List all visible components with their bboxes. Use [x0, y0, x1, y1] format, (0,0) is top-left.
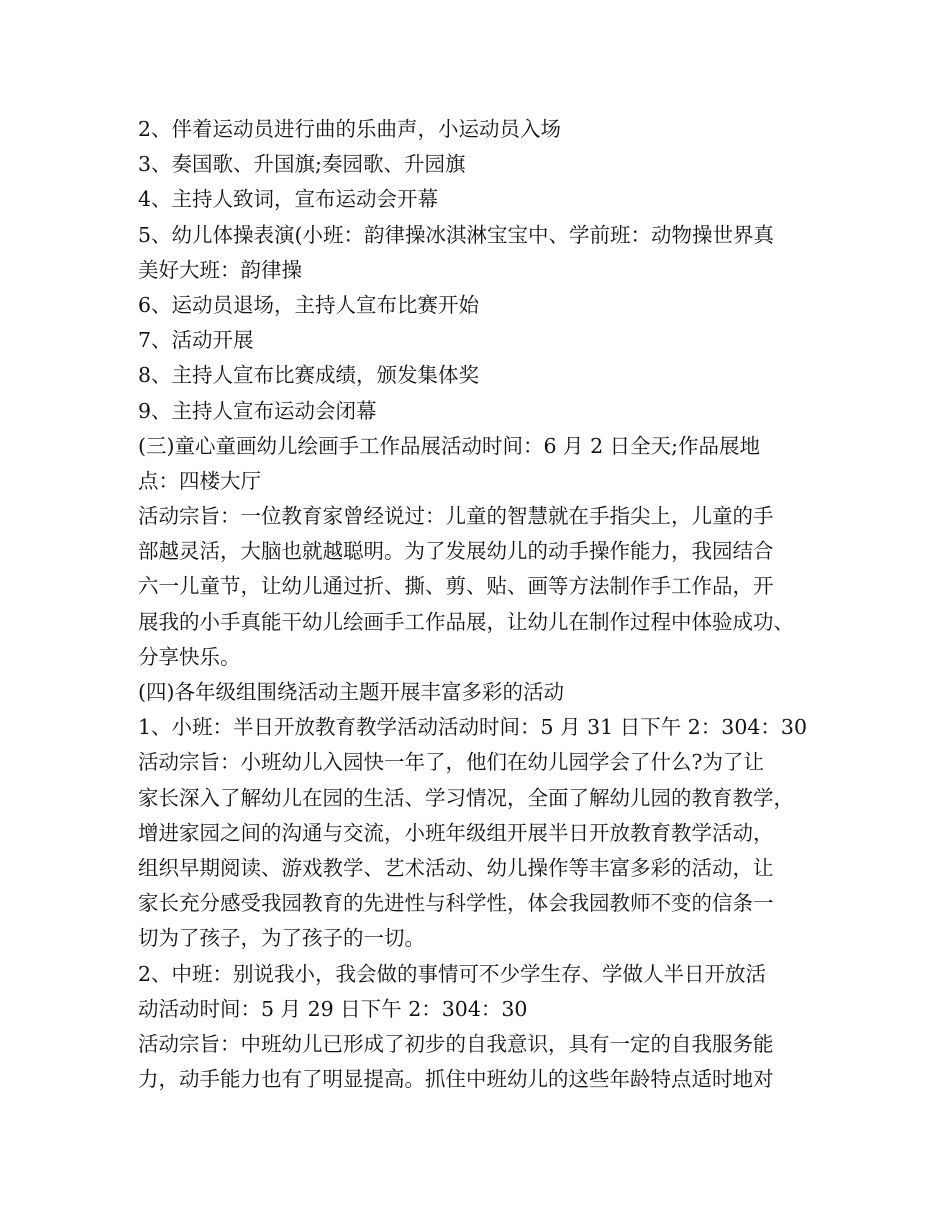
- text-line: 活动宗旨：中班幼儿已形成了初步的自我意识，具有一定的自我服务能: [138, 1031, 774, 1056]
- text-line: 2、中班：别说我小，我会做的事情可不少学生存、学做人半日开放活: [138, 961, 767, 986]
- document-body: [138, 112, 838, 1097]
- section-heading: (三)童心童画幼儿绘画手工作品展活动时间：6 月 2 日全天;作品展地: [138, 433, 761, 458]
- text-line: 9、主持人宣布运动会闭幕: [138, 398, 377, 423]
- text-line: 展我的小手真能干幼儿绘画手工作品展，让幼儿在制作过程中体验成功、: [138, 609, 794, 634]
- text-line: 组织早期阅读、游戏教学、艺术活动、幼儿操作等丰富多彩的活动，让: [138, 855, 774, 880]
- text-line: 点：四楼大厅: [138, 468, 261, 493]
- text-line: 6、运动员退场，主持人宣布比赛开始: [138, 292, 480, 317]
- text-line: 动活动时间：5 月 29 日下午 2：304：30: [138, 996, 528, 1021]
- text-line: 家长充分感受我园教育的先进性与科学性，体会我园教师不变的信条一: [138, 891, 774, 916]
- text-line: 分享快乐。: [138, 644, 241, 669]
- text-line: 2、伴着运动员进行曲的乐曲声，小运动员入场: [138, 117, 562, 141]
- text-line: 六一儿童节，让幼儿通过折、撕、剪、贴、画等方法制作手工作品，开: [138, 574, 774, 599]
- text-line: 4、主持人致词，宣布运动会开幕: [138, 187, 439, 212]
- text-line: 活动宗旨：一位教育家曾经说过：儿童的智慧就在手指尖上，儿童的手: [138, 504, 774, 529]
- text-line: 1、小班：半日开放教育教学活动活动时间：5 月 31 日下午 2：304：30: [138, 715, 807, 740]
- text-line: 活动宗旨：小班幼儿入园快一年了，他们在幼儿园学会了什么?为了让: [138, 750, 764, 775]
- text-line: 3、奏国歌、升国旗;奏园歌、升园旗: [138, 152, 466, 177]
- text-line: 8、主持人宣布比赛成绩，颁发集体奖: [138, 363, 480, 388]
- text-line: 家长深入了解幼儿在园的生活、学习情况，全面了解幼儿园的教育教学，: [138, 785, 794, 810]
- section-heading: (四)各年级组围绕活动主题开展丰富多彩的活动: [138, 680, 564, 704]
- text-line: 5、幼儿体操表演(小班：韵律操冰淇淋宝宝中、学前班：动物操世界真: [138, 222, 775, 247]
- text-line: 7、活动开展: [138, 328, 254, 353]
- text-line: 增进家园之间的沟通与交流，小班年级组开展半日开放教育教学活动，: [138, 820, 774, 845]
- text-line: 部越灵活，大脑也就越聪明。为了发展幼儿的动手操作能力，我园结合: [138, 539, 774, 564]
- text-line: 美好大班：韵律操: [138, 257, 302, 282]
- text-line: 力，动手能力也有了明显提高。抓住中班幼儿的这些年龄特点适时地对: [138, 1067, 774, 1092]
- text-line: 切为了孩子，为了孩子的一切。: [138, 926, 425, 951]
